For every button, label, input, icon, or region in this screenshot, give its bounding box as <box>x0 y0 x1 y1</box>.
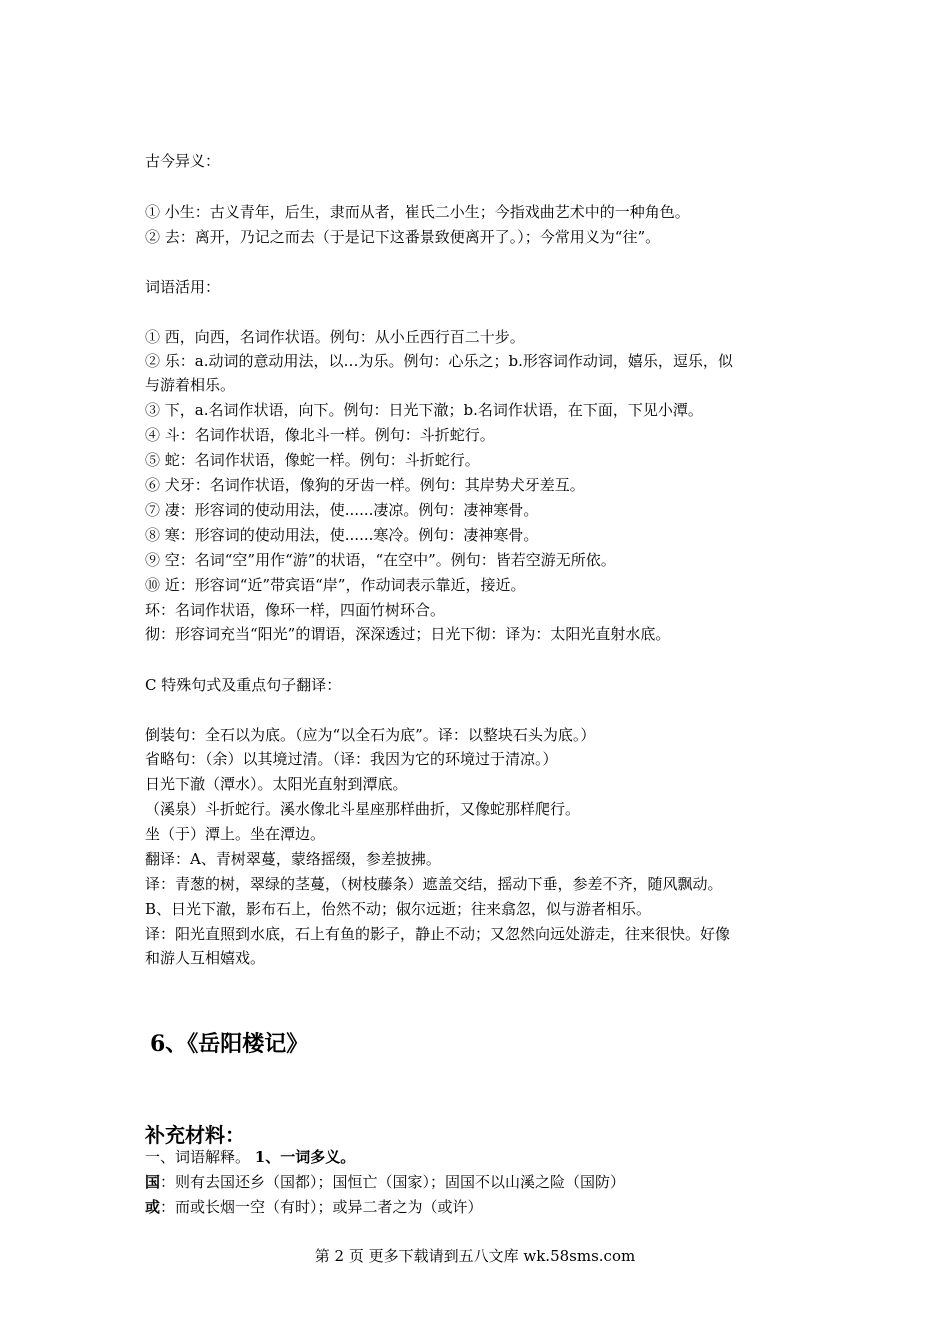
text-line: ① 西，向西，名词作状语。例句：从小丘西行百二十步。 <box>145 328 525 346</box>
text-line: ⑨ 空：名词“空”用作“游”的状语，“在空中”。例句：皆若空游无所依。 <box>145 551 616 569</box>
text-line: ① 小生：古义青年，后生，隶而从者，崔氏二小生；今指戏曲艺术中的一种角色。 <box>145 203 690 221</box>
supplement-line-3 <box>145 1197 810 1217</box>
text-line: 与游着相乐。 <box>145 376 236 394</box>
text-line: ⑧ 寒：形容词的使动用法，使......寒冷。例句：凄神寒骨。 <box>145 526 539 544</box>
text-line: 倒装句：全石以为底。（应为“以全石为底”。译：以整块石头为底。） <box>145 726 596 744</box>
text-line: ② 去：离开，乃记之而去（于是记下这番景致便离开了。）；今常用义为“往”。 <box>145 228 661 246</box>
text-line: 日光下澈（潭水）。太阳光直射到潭底。 <box>145 775 408 793</box>
text-line: （溪泉）斗折蛇行。溪水像北斗星座那样曲折，又像蛇那样爬行。 <box>145 800 581 818</box>
term-guo-definition: ：则有去国还乡（国都）；国恒亡（国家）；固国不以山溪之险（国防） <box>160 1173 626 1191</box>
text-line: ⑦ 凄：形容词的使动用法，使......凄凉。例句：凄神寒骨。 <box>145 501 539 519</box>
text-line: 坐（于）潭上。坐在潭边。 <box>145 825 326 843</box>
term-huo: 或 <box>145 1198 161 1216</box>
supplement-line-2 <box>145 1172 810 1192</box>
text-line: 和游人互相嬉戏。 <box>145 949 266 967</box>
section-label-special-sentences: C 特殊句式及重点句子翻译： <box>145 676 342 694</box>
supplement-subheading: 1、一词多义。 <box>254 1148 356 1166</box>
text-line: ⑩ 近：形容词“近”带宾语“岸”，作动词表示靠近，接近。 <box>145 576 526 594</box>
supplement-heading: 补充材料： <box>145 1123 245 1147</box>
supplement-prefix: 一、词语解释。 <box>145 1148 255 1166</box>
text-line: 译：青葱的树，翠绿的茎蔓，（树枝藤条）遮盖交结，摇动下垂，参差不齐，随风飘动。 <box>145 875 723 893</box>
text-line: ⑥ 犬牙：名词作状语，像狗的牙齿一样。例句：其岸势犬牙差互。 <box>145 476 585 494</box>
term-huo-definition: ：而或长烟一空（有时）；或异二者之为（或许） <box>160 1198 483 1216</box>
text-line: 译：阳光直照到水底，石上有鱼的影子，静止不动；又忽然向远处游走，往来很快。好像 <box>145 925 731 943</box>
section-label-ancient-modern: 古今异义： <box>145 152 221 170</box>
text-line: 环：名词作状语，像环一样，四面竹树环合。 <box>145 601 446 619</box>
text-line: B、日光下澈，影布石上，佁然不动；俶尔远逝；往来翕忽，似与游者相乐。 <box>145 900 652 918</box>
text-line: 彻：形容词充当“阳光”的谓语，深深透过；日光下彻：译为：太阳光直射水底。 <box>145 625 671 643</box>
section-label-word-usage: 词语活用： <box>145 278 221 296</box>
text-line: ③ 下，a.名词作状语，向下。例句：日光下澈；b.名词作状语，在下面，下见小潭。 <box>145 401 703 419</box>
text-line: 省略句：（余）以其境过清。（译：我因为它的环境过于清凉。） <box>145 750 558 768</box>
supplement-line-1 <box>145 1147 810 1167</box>
text-line: ② 乐：a.动词的意动用法，以…为乐。例句：心乐之；b.形容词作动词，嬉乐，逗乐，似 <box>145 352 733 370</box>
section-heading-yueyang-tower: 6、《岳阳楼记》 <box>150 1031 309 1057</box>
text-line: ④ 斗：名词作状语，像北斗一样。例句：斗折蛇行。 <box>145 426 495 444</box>
page-footer: 第 2 页 更多下载请到五八文库 wk.58sms.com <box>314 1247 636 1265</box>
text-line: ⑤ 蛇：名词作状语，像蛇一样。例句：斗折蛇行。 <box>145 451 480 469</box>
text-line: 翻译：A、青树翠蔓，蒙络摇缀，参差披拂。 <box>145 850 441 868</box>
term-guo: 国 <box>145 1173 161 1191</box>
